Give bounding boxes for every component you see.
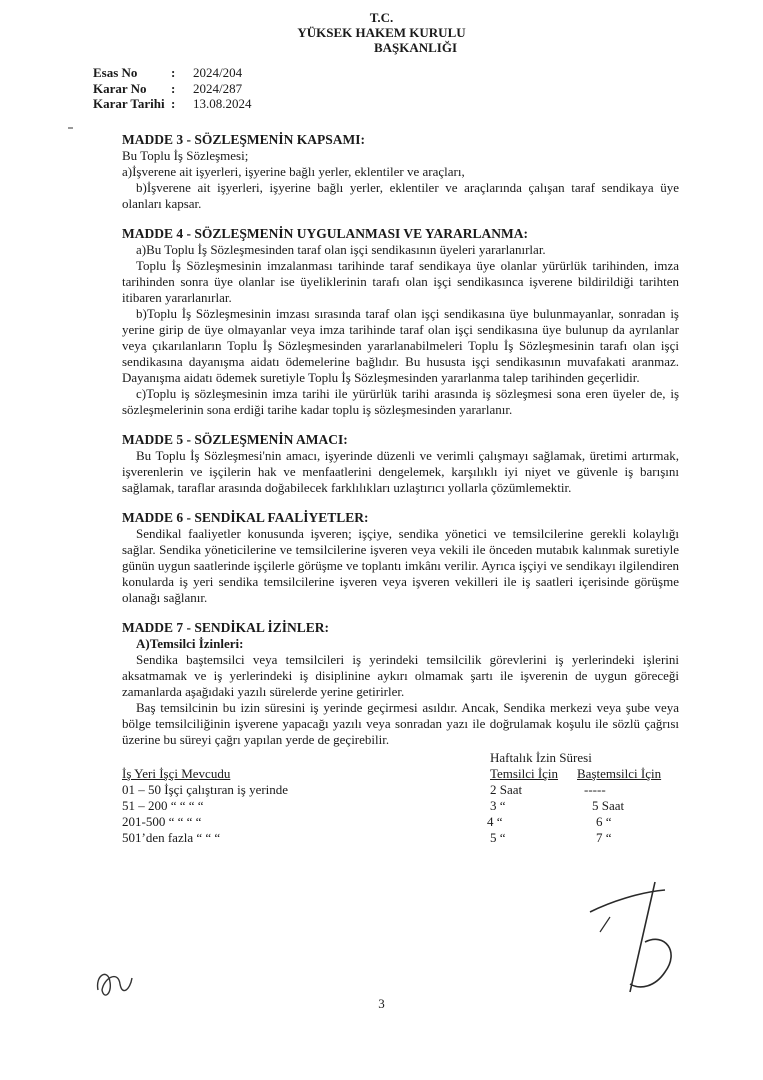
table-col3-header: Baştemsilci İçin	[577, 766, 662, 781]
meta-key: Karar No	[93, 80, 147, 96]
header-institution: YÜKSEK HAKEM KURULU	[297, 25, 466, 40]
article-title: MADDE 7 - SENDİKAL İZİNLER:	[122, 620, 330, 635]
table-cell: 6 “	[596, 814, 612, 829]
article-7	[122, 620, 679, 748]
article-6	[122, 510, 679, 606]
table-cell: 5 Saat	[592, 798, 625, 813]
table-col2-header: Temsilci İçin	[490, 766, 559, 781]
meta-colon: :	[171, 80, 176, 96]
meta-row	[93, 65, 252, 81]
table-cell: 4 “	[487, 814, 503, 829]
paragraph: a)İşverene ait işyerleri, işyerine bağlı yerler, eklentiler ve araçları,	[122, 164, 465, 179]
meta-value: 2024/287	[193, 80, 243, 96]
table-top-header: Haftalık İzin Süresi	[490, 750, 592, 765]
table-cell: 501’den fazla “ “ “	[122, 830, 221, 845]
case-meta	[93, 65, 252, 112]
header-tc: T.C.	[369, 10, 394, 25]
article-title: MADDE 6 - SENDİKAL FAALİYETLER:	[122, 510, 369, 525]
paragraph: b)Toplu İş Sözleşmesinin imzası sırasında taraf olan işçi sendikasına üye bulunmayanlar, sonradan iş yerine girip de üye olmayanlar veya imza tarihinde taraf olan işçi sendikasına üye bulunup da ayrılanlar veya çıkarılanların Toplu İş Sözleşmesinden yararlanabilmeleri Toplu İş Sözleşmesinin tarafı olan işçi sendikasına dayanışma aidatı ödemelerine bağlıdır. Bu hususta işçi sendikasının muvafakati aranmaz. Dayanışma aidatı ödemek suretiyle Toplu İş Sözleşmesinden yararlanma talep tarihinden geçerlidir.	[122, 306, 679, 385]
paragraph: Bu Toplu İş Sözleşmesi;	[122, 148, 249, 163]
table-cell: 2 Saat	[490, 782, 523, 797]
paragraph: c)Toplu iş sözleşmesinin imza tarihi ile yürürlük tarihi arasında iş sözleşmesi sona eren üyeler de, iş sözleşmelerinin sona erdiği tarihe kadar toplu iş sözleşmesinden yararlanır.	[122, 386, 679, 417]
meta-colon: :	[171, 96, 176, 111]
subsection-title: A)Temsilci İzinleri:	[136, 636, 244, 651]
paragraph: Toplu İş Sözleşmesinin imzalanması tarihinde taraf sendikaya üye olanlar yürürlük tarihinden, imza tarihinden sonra üye olanlar ise üyeliklerinin tarafı olan işçi sendikasınca işverene bildirildiği tarihten itibaren yararlanırlar.	[122, 258, 679, 305]
paragraph: Sendikal faaliyetler konusunda işveren; işçiye, sendika yönetici ve temsilcilerine gerekli kolaylığı sağlar. Sendika yöneticilerine ve temsilcilerine işveren veya vekili ile önceden mutabık kalınmak suretiyle günün uygun saatlerinde işçilerle görüşme ve toplantı imkânı verilir. Ayrıca işçiyi ve sendikayı ilgilendiren konularda iş yeri sendika temsilcilerine işveren veya işveren vekilleri ile iş saatleri içerisinde görüşme olanağı sağlanır.	[122, 526, 679, 605]
meta-value: 2024/204	[193, 65, 243, 80]
signature-scribble-icon	[570, 872, 690, 1002]
paragraph: b)İşverene ait işyerleri, işyerine bağlı yerler, eklentiler ve araçlarında çalışan taraf sendikaya üye olanları kapsar.	[122, 180, 679, 211]
table-cell: 3 “	[490, 798, 506, 813]
article-5	[122, 432, 679, 496]
table-cell: -----	[584, 782, 606, 797]
page-number: 3	[378, 996, 385, 1011]
article-4	[122, 226, 679, 418]
table-cell: 01 – 50 İşçi çalıştıran iş yerinde	[122, 782, 289, 797]
table-cell: 5 “	[490, 830, 506, 845]
paragraph: a)Bu Toplu İş Sözleşmesinden taraf olan işçi sendikasının üyeleri yararlanırlar.	[136, 242, 546, 257]
meta-colon: :	[171, 65, 176, 80]
scan-speck	[68, 127, 73, 129]
meta-key: Esas No	[93, 65, 138, 80]
table-cell: 7 “	[596, 830, 612, 845]
paragraph: Bu Toplu İş Sözleşmesi'nin amacı, işyerinde düzenli ve verimli çalışmayı sağlamak, üretimi artırmak, işverenlerin ve işçilerin hak ve menfaatlerini dengelemek, karşılıklı iyi niyet ve güvenle iş barışını sağlamak, taraflar arasında doğabilecek farklılıkları uzlaştırıcı yollarla çözümlemektir.	[122, 448, 679, 495]
paragraph: Sendika baştemsilci veya temsilcileri iş yerindeki temsilcilik görevlerini iş yerlerindeki işlerini aksatmamak ve iş yerlerindeki iş disiplinine aykırı olmamak şartı ile işverenin de uygun göreceği zamanlarda aşağıdaki yazılı sürelerde yerine getirirler.	[122, 652, 679, 699]
article-title: MADDE 5 - SÖZLEŞMENİN AMACI:	[122, 432, 348, 447]
article-title: MADDE 4 - SÖZLEŞMENİN UYGULANMASI VE YARARLANMA:	[122, 226, 529, 241]
article-3	[122, 132, 679, 212]
meta-value: 13.08.2024	[193, 96, 252, 111]
leave-table	[122, 748, 679, 843]
paragraph: Baş temsilcinin bu izin süresini iş yerinde geçirmesi asıldır. Ancak, Sendika merkezi veya şube veya bölge temsilciliğinin işverene yapacağı yazılı veya sonradan yazı ile doğrulamak koşulu ile sözlü çağrısı üzerine bu süreyi çağrı yapılan yerde de geçirebilir.	[122, 700, 679, 747]
document-header	[0, 10, 763, 55]
table-cell: 51 – 200 “ “ “ “	[122, 798, 204, 813]
header-presidency: BAŞKANLIĞI	[373, 40, 458, 55]
meta-key: Karar Tarihi	[93, 96, 165, 111]
article-title: MADDE 3 - SÖZLEŞMENİN KAPSAMI:	[122, 132, 366, 147]
meta-row	[93, 96, 252, 112]
document-body	[122, 132, 679, 843]
table-cell: 201-500 “ “ “ “	[122, 814, 202, 829]
table-col1-header: İş Yeri İşçi Mevcudu	[122, 766, 231, 781]
meta-row	[93, 81, 252, 97]
